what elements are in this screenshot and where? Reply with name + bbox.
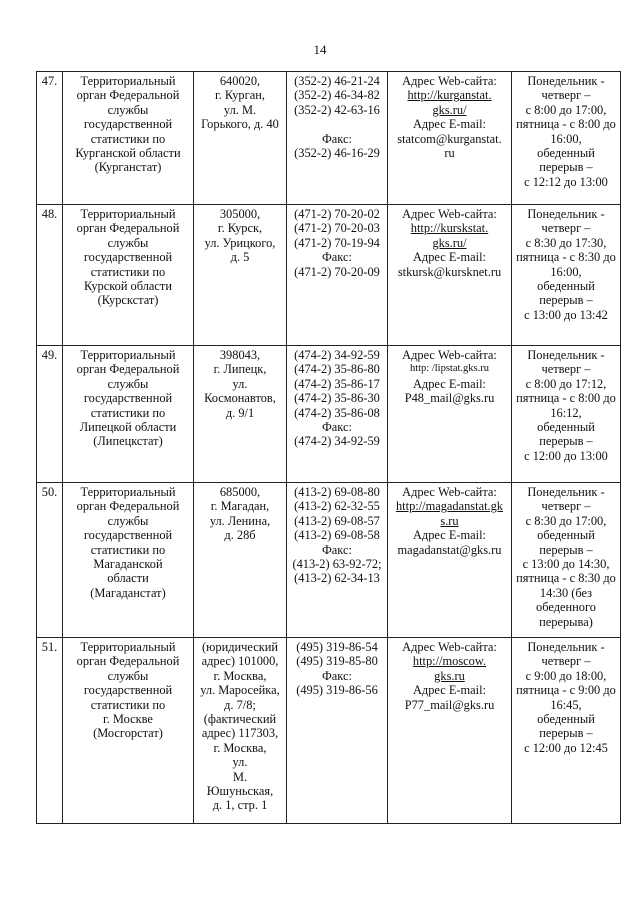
agency-name-line: статистики по (90, 542, 166, 557)
table-row (37, 483, 621, 638)
web-link[interactable]: http://moscow. (412, 654, 487, 669)
address-line: адрес) 101000, (201, 654, 279, 669)
hours-line: пятница - с 9:00 до (516, 683, 616, 698)
agency-name-line: службы (107, 376, 149, 391)
agency-name-line: (Курскстат) (97, 293, 159, 308)
web-contact-cell (388, 72, 512, 205)
hours-line: Понедельник - (527, 640, 605, 654)
agency-name-line: Курской области (84, 279, 172, 294)
web-contact-cell (388, 346, 512, 483)
address-line: г. Курск, (217, 221, 263, 236)
hours-line: перерыв – (539, 160, 593, 175)
address-line: ул. Ленина, (209, 513, 271, 528)
hours-line: с 12:00 до 12:45 (524, 740, 608, 755)
agency-name-line: области (107, 571, 149, 586)
phone-line: (471-2) 70-20-03 (294, 221, 380, 236)
agency-name-line: Территориальный (80, 348, 176, 362)
web-link[interactable]: http://kurskstat. (410, 221, 489, 236)
phones-cell (287, 483, 388, 638)
hours-line: обеденный (537, 279, 595, 294)
hours-line: обеденный (537, 420, 595, 435)
email-address[interactable]: P48_mail@gks.ru (404, 391, 495, 406)
postal-address-cell (194, 346, 287, 483)
hours-line: перерыв – (539, 542, 593, 557)
phones-cell (287, 205, 388, 346)
address-line: д. 1, стр. 1 (212, 798, 268, 813)
agency-name-line: Курганской области (75, 146, 181, 161)
hours-line: четверг – (541, 221, 591, 236)
hours-line: Понедельник - (527, 207, 605, 221)
hours-line: пятница - с 8:00 до (516, 391, 616, 406)
phone-line: (413-2) 62-34-13 (294, 571, 380, 586)
agency-name-line: статистики по (90, 405, 166, 420)
hours-line: обеденный (537, 712, 595, 727)
address-line: г. Магадан, (210, 499, 270, 514)
address-line: (фактический (203, 712, 277, 727)
hours-line: четверг – (541, 88, 591, 103)
agency-name-line: службы (107, 235, 149, 250)
phone-line: (495) 319-85-80 (296, 654, 378, 669)
agency-name-cell (63, 346, 194, 483)
web-link[interactable]: gks.ru/ (432, 102, 467, 117)
phones-cell (287, 346, 388, 483)
agency-name-line: государственной (83, 117, 173, 132)
agency-name-line: службы (107, 668, 149, 683)
phone-line: Факс: (322, 668, 352, 683)
postal-address-cell (194, 72, 287, 205)
hours-line: с 13:00 до 14:30, (522, 557, 610, 572)
entry-number: 49. (41, 348, 58, 362)
email-label: Адрес E-mail: (412, 376, 486, 391)
agency-name-line: государственной (83, 528, 173, 543)
hours-line: четверг – (541, 362, 591, 377)
table-row (37, 346, 621, 483)
email-address[interactable]: magadanstat@gks.ru (397, 542, 502, 557)
agency-name-line: Территориальный (80, 485, 176, 499)
phone-line: (413-2) 69-08-57 (294, 513, 380, 528)
hours-line: с 13:00 до 13:42 (524, 307, 608, 322)
address-line: 640020, (219, 74, 261, 88)
agency-name-line: орган Федеральной (76, 499, 180, 514)
web-label: Адрес Web-сайта: (402, 348, 497, 362)
phone-line: (352-2) 46-16-29 (294, 146, 380, 161)
web-label: Адрес Web-сайта: (402, 207, 497, 221)
agency-name-line: орган Федеральной (76, 362, 180, 377)
agency-name-line: Территориальный (80, 640, 176, 654)
email-label: Адрес E-mail: (412, 250, 486, 265)
postal-address-cell (194, 205, 287, 346)
table-row (37, 638, 621, 824)
hours-line: 14:30 (без (539, 585, 593, 600)
agency-name-line: орган Федеральной (76, 654, 180, 669)
agency-name-line: государственной (83, 391, 173, 406)
hours-line: 16:12, (550, 405, 582, 420)
hours-line: Понедельник - (527, 74, 605, 88)
address-line: М. (232, 769, 248, 784)
hours-line: пятница - с 8:30 до (516, 571, 616, 586)
phone-line: (471-2) 70-20-09 (294, 264, 380, 279)
web-contact-cell (388, 638, 512, 824)
working-hours-cell (512, 638, 621, 824)
table-row (37, 205, 621, 346)
address-line: 305000, (219, 207, 261, 221)
agency-name-line: (Магаданстат) (90, 585, 166, 600)
web-link[interactable]: http://kurganstat. (407, 88, 492, 103)
phone-line: (352-2) 46-21-24 (294, 74, 380, 88)
agency-name-line: государственной (83, 683, 173, 698)
hours-line: 16:45, (550, 697, 582, 712)
email-label: Адрес E-mail: (412, 683, 486, 698)
phone-line: (413-2) 69-08-58 (294, 528, 380, 543)
phone-line: (352-2) 46-34-82 (294, 88, 380, 103)
working-hours-cell (512, 346, 621, 483)
hours-line: 16:00, (550, 264, 582, 279)
web-contact-cell (388, 483, 512, 638)
phone-line: Факс: (322, 420, 352, 435)
hours-line: пятница - с 8:30 до (516, 250, 616, 265)
working-hours-cell (512, 72, 621, 205)
agency-name-cell (63, 72, 194, 205)
phone-line: (495) 319-86-54 (296, 640, 378, 654)
agency-name-line: статистики по (90, 264, 166, 279)
agency-name-line: службы (107, 102, 149, 117)
address-line: ул. М. (223, 102, 257, 117)
phone-line: (413-2) 62-32-55 (294, 499, 380, 514)
entry-number: 48. (41, 207, 58, 221)
address-line: ул. (232, 755, 248, 770)
hours-line: с 8:00 до 17:12, (525, 376, 607, 391)
phone-line: Факс: (322, 542, 352, 557)
web-link[interactable]: http: /lipstat.gks.ru (409, 363, 490, 375)
address-line: г. Москва, (213, 668, 267, 683)
postal-address-cell (194, 638, 287, 824)
agency-name-line: статистики по (90, 131, 166, 146)
address-line: д. 7/8; (224, 697, 256, 712)
email-address[interactable]: stkursk@kursknet.ru (397, 264, 502, 279)
web-link[interactable]: http://magadanstat.gk (395, 499, 504, 514)
phone-line: Факс: (322, 250, 352, 265)
phone-line: (495) 319-86-56 (296, 683, 378, 698)
email-address[interactable]: ru (444, 146, 455, 161)
phone-line: (413-2) 63-92-72; (292, 557, 382, 572)
entry-number: 50. (41, 485, 58, 499)
agency-name-cell (63, 205, 194, 346)
entry-number: 47. (41, 74, 58, 88)
address-line: д. 28б (224, 528, 256, 543)
agency-name-line: (Курганстат) (94, 160, 162, 175)
phone-line: (474-2) 35-86-30 (294, 391, 380, 406)
address-line: г. Москва, (213, 740, 267, 755)
address-line: Горького, д. 40 (201, 117, 279, 132)
web-link[interactable]: s.ru (440, 513, 459, 528)
entry-number-cell (37, 346, 63, 483)
phone-line: (352-2) 42-63-16 (294, 102, 380, 117)
working-hours-cell (512, 205, 621, 346)
phone-line: (413-2) 69-08-80 (294, 485, 380, 499)
address-line: адрес) 117303, (201, 726, 279, 741)
agency-name-line: Липецкой области (79, 420, 177, 435)
agency-name-line: Магаданской (93, 557, 163, 572)
table-row (37, 72, 621, 205)
email-address[interactable]: P77_mail@gks.ru (404, 697, 495, 712)
agency-name-line: статистики по (90, 697, 166, 712)
address-line: д. 5 (230, 250, 250, 265)
agency-name-line: орган Федеральной (76, 221, 180, 236)
phone-line: (471-2) 70-19-94 (294, 235, 380, 250)
address-line: 685000, (219, 485, 261, 499)
address-line: 398043, (219, 348, 261, 362)
phone-line: (474-2) 34-92-59 (294, 348, 380, 362)
hours-line: пятница - с 8:00 до (516, 117, 616, 132)
registry-table (36, 71, 621, 824)
address-line: ул. Маросейка, (200, 683, 280, 698)
address-line: ул. Урицкого, (204, 235, 276, 250)
phone-line (289, 117, 385, 131)
agency-name-line: орган Федеральной (76, 88, 180, 103)
address-line: г. Курган, (215, 88, 265, 103)
page-number: 14 (313, 42, 327, 57)
phones-cell (287, 638, 388, 824)
working-hours-cell (512, 483, 621, 638)
hours-line: с 12:12 до 13:00 (524, 174, 608, 189)
hours-line: с 9:00 до 18:00, (525, 668, 607, 683)
hours-line: перерыв – (539, 293, 593, 308)
email-label: Адрес E-mail: (412, 117, 486, 132)
web-label: Адрес Web-сайта: (402, 485, 497, 499)
web-link[interactable]: gks.ru (434, 668, 465, 683)
phone-line: (474-2) 35-86-17 (294, 376, 380, 391)
phones-cell (287, 72, 388, 205)
email-label: Адрес E-mail: (412, 528, 486, 543)
agency-name-line: государственной (83, 250, 173, 265)
hours-line: четверг – (541, 499, 591, 514)
agency-name-line: (Мосгорстат) (93, 726, 163, 741)
entry-number-cell (37, 205, 63, 346)
hours-line: с 8:30 до 17:30, (525, 235, 607, 250)
hours-line: с 8:00 до 17:00, (525, 102, 607, 117)
entry-number-cell (37, 72, 63, 205)
hours-line: обеденный (537, 528, 595, 543)
agency-name-line: Территориальный (80, 207, 176, 221)
web-link[interactable]: gks.ru/ (432, 235, 467, 250)
web-label: Адрес Web-сайта: (402, 640, 497, 654)
address-line: ул. (232, 376, 248, 391)
phone-line: (474-2) 35-86-08 (294, 405, 380, 420)
registry-rows (37, 72, 621, 824)
address-line: Космонавтов, (204, 391, 276, 406)
entry-number: 51. (41, 640, 58, 654)
address-line: (юридический (202, 640, 278, 654)
hours-line: 16:00, (550, 131, 582, 146)
agency-name-cell (63, 638, 194, 824)
hours-line: перерыв – (539, 726, 593, 741)
postal-address-cell (194, 483, 287, 638)
agency-name-line: службы (107, 513, 149, 528)
phone-line: (474-2) 35-86-80 (294, 362, 380, 377)
phone-line: (471-2) 70-20-02 (294, 207, 380, 221)
hours-line: перерыва) (539, 614, 593, 629)
hours-line: обеденный (537, 146, 595, 161)
hours-line: с 12:00 до 13:00 (524, 448, 608, 463)
email-address[interactable]: statcom@kurganstat. (397, 131, 502, 146)
hours-line: обеденного (536, 600, 596, 615)
hours-line: с 8:30 до 17:00, (525, 513, 607, 528)
hours-line: четверг – (541, 654, 591, 669)
address-line: д. 9/1 (225, 405, 255, 420)
address-line: г. Липецк, (213, 362, 267, 377)
agency-name-line: Территориальный (80, 74, 176, 88)
agency-name-cell (63, 483, 194, 638)
web-label: Адрес Web-сайта: (402, 74, 497, 88)
hours-line: Понедельник - (527, 485, 605, 499)
entry-number-cell (37, 483, 63, 638)
phone-line: (474-2) 34-92-59 (294, 434, 380, 449)
agency-name-line: г. Москве (103, 712, 153, 727)
web-contact-cell (388, 205, 512, 346)
address-line: Юшуньская, (206, 784, 274, 799)
entry-number-cell (37, 638, 63, 824)
hours-line: Понедельник - (527, 348, 605, 362)
phone-line: Факс: (322, 131, 352, 146)
agency-name-line: (Липецкстат) (93, 434, 163, 449)
hours-line: перерыв – (539, 434, 593, 449)
